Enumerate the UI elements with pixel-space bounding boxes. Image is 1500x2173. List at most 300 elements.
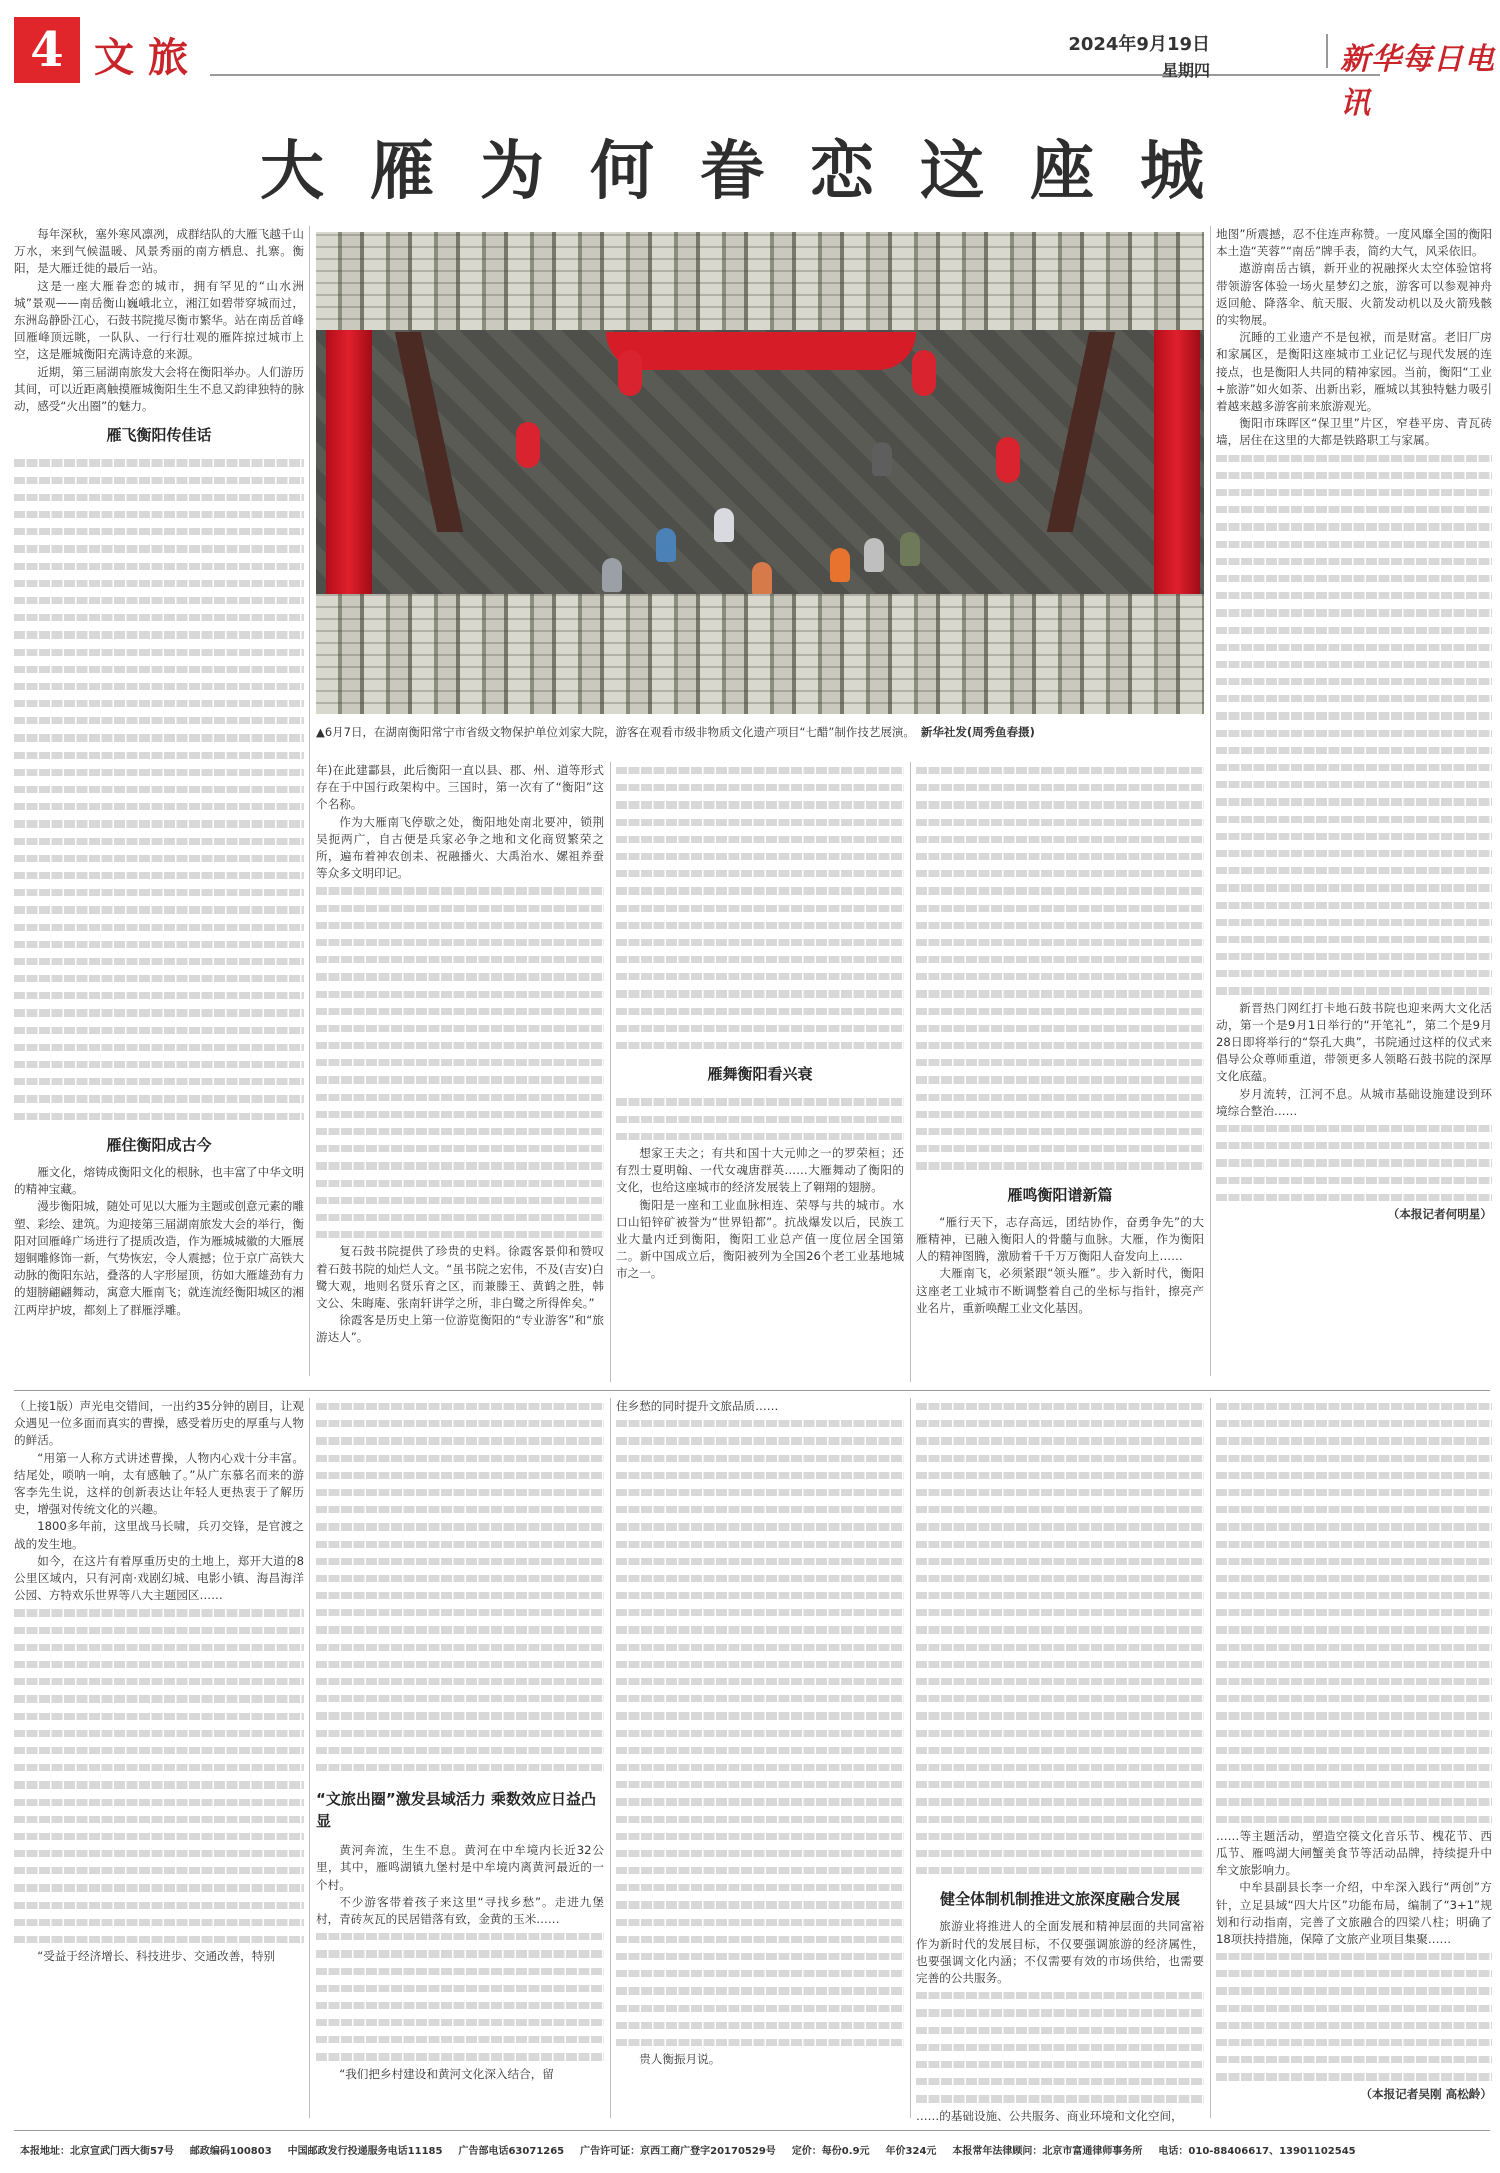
masthead-divider — [1326, 34, 1328, 68]
subheading: 雁舞衡阳看兴衰 — [707, 1065, 813, 1084]
text-line — [316, 1945, 604, 1962]
text-line — [616, 1020, 904, 1037]
text-line — [316, 1963, 604, 1980]
text-line — [916, 2090, 1204, 2107]
text-line — [616, 1793, 904, 1810]
subheading: 健全体制机制推进文旅深度融合发展 — [939, 1890, 1180, 1909]
text-line — [14, 815, 304, 832]
text-line — [916, 779, 1204, 796]
text-line — [316, 986, 604, 1003]
text-line — [916, 1987, 1204, 2004]
text-line — [14, 970, 304, 987]
footer-legal-counsel: 本报常年法律顾问：北京市富通律师事务所 — [952, 2146, 1143, 2157]
text-line — [616, 985, 904, 1002]
text-line — [916, 848, 1204, 865]
text-line — [1216, 1948, 1492, 1965]
text-line — [316, 1175, 604, 1192]
text-line — [916, 1398, 1204, 1415]
article-column-2 — [316, 762, 604, 1382]
text-line — [316, 968, 604, 985]
lantern-icon — [996, 437, 1020, 483]
paragraph: 遨游南岳古镇，新开业的祝融探火太空体验馆将带领游客体验一场火星梦幻之旅，游客可以参观神舟返回舱、降落伞、航天服、火箭发动机以及火箭残骸的实物展。 — [1216, 261, 1492, 328]
text-line — [14, 695, 304, 712]
person-figure — [656, 528, 676, 562]
text-line — [616, 882, 904, 899]
text-line — [14, 1879, 304, 1896]
text-line — [916, 1811, 1204, 1828]
text-line — [916, 1157, 1204, 1174]
footer-annual-price: 年价324元 — [885, 2146, 937, 2157]
text-line — [916, 882, 1204, 899]
subheading: 雁飞衡阳传佳话 — [106, 426, 212, 445]
text-line — [14, 729, 304, 746]
paragraph: 衡阳是一座和工业血脉相连、荣辱与共的城市。水口山铅锌矿被誉为“世界铅都”。抗战爆发以后，民族工业大量内迁到衡阳，衡阳工业总产值一度位居全国第二。新中国成立后，衡阳被列为全国26个老工业基地城市之一。 — [616, 1197, 904, 1281]
footer-price: 定价：每份0.9元 — [791, 2146, 870, 2157]
text-line — [616, 796, 904, 813]
text-line — [14, 919, 304, 936]
text-line — [1216, 1811, 1492, 1828]
text-line — [616, 848, 904, 865]
text-line — [916, 917, 1204, 934]
text-line — [1216, 914, 1492, 931]
subheading: 雁住衡阳成古今 — [106, 1135, 212, 1154]
text-line — [616, 1570, 904, 1587]
text-line — [916, 1776, 1204, 1793]
text-line — [916, 1725, 1204, 1742]
text-line — [14, 1022, 304, 1039]
text-line — [616, 917, 904, 934]
paragraph: 大雁南飞，必须紧跟“领头雁”。步入新时代，衡阳这座老工业城市不断调整着自己的坐标与指针，擦亮产业名片，重新唤醒工业文化基因。 — [916, 1266, 1204, 1315]
text-line — [316, 1106, 604, 1123]
text-line — [1216, 965, 1492, 982]
text-line — [916, 900, 1204, 917]
article-column-5 — [1216, 226, 1492, 1376]
text-line — [1216, 982, 1492, 999]
text-line — [616, 1432, 904, 1449]
lower-column-4 — [916, 1398, 1204, 2123]
text-line — [14, 1914, 304, 1931]
paragraph: 住乡愁的同时提升文旅品质…… — [616, 1399, 779, 1413]
column-divider — [610, 1398, 611, 2118]
text-line — [916, 1742, 1204, 1759]
text-line — [916, 1553, 1204, 1570]
paragraph: “我们把乡村建设和黄河文化深入结合，留 — [339, 2066, 554, 2081]
article-column-3 — [616, 762, 904, 1382]
text-line — [1216, 1742, 1492, 1759]
text-line — [14, 1931, 304, 1948]
photo-curtain-right — [1154, 330, 1200, 600]
text-line — [1216, 1965, 1492, 1982]
text-line — [916, 814, 1204, 831]
paragraph: 年)在此建酃县，此后衡阳一直以县、郡、州、道等形式存在于中国行政架构中。三国时，第一次有了“衡阳”这个名称。 — [316, 763, 604, 812]
issue-date: 2024年9月19日 — [1068, 34, 1210, 55]
text-line — [916, 1707, 1204, 1724]
text-line — [916, 2073, 1204, 2090]
text-line — [14, 540, 304, 557]
text-line — [14, 1090, 304, 1107]
text-line — [316, 1587, 604, 1604]
byline: （本报记者吴刚 高松龄） — [1360, 2086, 1492, 2101]
page-number-badge: 4 — [14, 17, 80, 83]
text-line — [14, 987, 304, 1004]
text-line — [616, 814, 904, 831]
text-line — [1216, 2068, 1492, 2085]
paragraph: 漫步衡阳城，随处可见以大雁为主题或创意元素的雕塑、彩绘、建筑。为迎接第三届湖南旅发大会的举行，衡阳对回雁峰广场进行了提质改造，作为雁城城徽的大雁展翅铜雕修饰一新，气势恢宏，令人震撼；位于京广高铁大动脉的衡阳东站，叠落的人字形屋顶，彷如大雁雄劲有力的翅膀翩翩舞动，寓意大雁南飞；就连流经衡阳城区的湘江两岸护坡，都刻上了群雁浮雕。 — [14, 1199, 304, 1317]
issue-weekday: 星期四 — [1161, 61, 1210, 80]
text-line — [14, 833, 304, 850]
text-line — [616, 1604, 904, 1621]
text-line — [616, 1776, 904, 1793]
text-line — [316, 1209, 604, 1226]
text-line — [14, 1811, 304, 1828]
newspaper-logo: 新华每日电讯 — [1340, 42, 1495, 121]
text-line — [916, 1690, 1204, 1707]
article-separator — [14, 1390, 1490, 1391]
person-figure — [602, 558, 622, 592]
text-line — [1216, 2000, 1492, 2017]
text-line — [14, 1673, 304, 1690]
text-line — [316, 1123, 604, 1140]
column-divider — [910, 1398, 911, 2118]
lantern-icon — [516, 422, 540, 468]
text-line — [14, 1604, 304, 1621]
text-line — [1216, 2034, 1492, 2051]
text-line — [1216, 467, 1492, 484]
text-line — [616, 1896, 904, 1913]
text-line — [616, 1415, 904, 1432]
text-line — [1216, 862, 1492, 879]
person-figure — [872, 442, 892, 476]
text-line — [916, 1621, 1204, 1638]
text-line — [916, 2056, 1204, 2073]
column-divider — [309, 1398, 310, 2118]
text-line — [616, 951, 904, 968]
text-line — [916, 762, 1204, 779]
text-line — [916, 1450, 1204, 1467]
subheading: “文旅出圈”激发县域活力 乘数效应日益凸显 — [316, 1790, 596, 1831]
text-line — [1216, 845, 1492, 862]
photo-credit: 新华社发(周秀鱼春摄) — [920, 725, 1035, 739]
text-line — [316, 1621, 604, 1638]
paragraph: 复石鼓书院提供了珍贵的史料。徐霞客景仰和赞叹着石鼓书院的灿烂人文。“虽书院之宏伟，不及(吉安)白鹭大观，地则名贤乐育之区，而兼滕王、黄鹤之胜，韩文公、朱晦庵、张南轩讲学之所，非白鹭之所得侔矣。” — [316, 1244, 604, 1310]
text-line — [316, 1725, 604, 1742]
text-line — [616, 1587, 904, 1604]
text-line — [1216, 793, 1492, 810]
text-line — [916, 1845, 1204, 1862]
text-line — [14, 472, 304, 489]
text-line — [916, 2039, 1204, 2056]
text-line — [316, 1157, 604, 1174]
text-line — [916, 1089, 1204, 1106]
text-line — [616, 934, 904, 951]
text-line — [316, 917, 604, 934]
text-line — [1216, 1553, 1492, 1570]
lantern-icon — [912, 350, 936, 396]
text-line — [1216, 1690, 1492, 1707]
text-line — [616, 1725, 904, 1742]
column-divider — [1210, 1398, 1211, 2118]
text-line — [14, 1828, 304, 1845]
text-line — [14, 712, 304, 729]
text-line — [1216, 1536, 1492, 1553]
text-line — [316, 1997, 604, 2014]
paragraph: “用第一人称方式讲述曹操，人物内心戏十分丰富。结尾处，唢呐一响，太有感触了。”从广东慕名而来的游客李先生说，这样的创新表达让年轻人更热衷于了解历史，增强对传统文化的兴趣。 — [14, 1450, 304, 1517]
text-line — [316, 1037, 604, 1054]
text-line — [1216, 1189, 1492, 1206]
text-line — [616, 968, 904, 985]
paragraph: 黄河奔流，生生不息。黄河在中牟境内长近32公里，其中，雁鸣湖镇九堡村是中牟境内离黄河最近的一个村。 — [316, 1843, 604, 1892]
text-line — [1216, 2051, 1492, 2068]
paragraph: 如今，在这片有着厚重历史的土地上，郑开大道的8公里区域内，只有河南·戏剧幻城、电影小镇、海昌海洋公园、方特欢乐世界等八大主题园区…… — [14, 1553, 304, 1603]
text-line — [1216, 725, 1492, 742]
paragraph: 这是一座大雁眷恋的城市，拥有罕见的“山水洲城”景观——南岳衡山巍峨北立，湘江如碧带穿城而过，东洲岛静卧江心，石鼓书院揽尽衡市繁华。站在南岳首峰回雁峰顶远眺，一队队、一行行壮观的雁阵掠过城市上空，这是雁城衡阳充满诗意的来源。 — [14, 278, 304, 362]
text-line — [14, 781, 304, 798]
text-line — [1216, 1518, 1492, 1535]
paragraph: 旅游业将推进人的全面发展和精神层面的共同富裕作为新时代的发展目标，不仅要强调旅游的经济属性，也要强调文化内涵；不仅需要有效的市场供给，也需要完善的公共服务。 — [916, 1919, 1204, 1986]
text-line — [916, 831, 1204, 848]
text-line — [916, 1673, 1204, 1690]
column-divider — [610, 762, 611, 1382]
text-line — [916, 1432, 1204, 1449]
paragraph: “雁行天下，志存高远，团结协作，奋勇争先”的大雁精神，已融入衡阳人的骨髓与血脉。大雁，作为衡阳人的精神图腾，激励着千千万万衡阳人奋发向上…… — [916, 1214, 1204, 1264]
person-figure — [752, 562, 772, 596]
text-line — [316, 1673, 604, 1690]
text-line — [616, 1931, 904, 1948]
text-line — [1216, 1604, 1492, 1621]
text-line — [316, 1089, 604, 1106]
text-line — [916, 1071, 1204, 1088]
text-line — [1216, 536, 1492, 553]
paragraph: 衡阳市珠晖区“保卫里”片区，窄巷平房、青瓦砖墙，居住在这里的大都是铁路职工与家属。 — [1216, 416, 1492, 448]
paragraph: ……的基础设施、公共服务、商业环境和文化空间， — [916, 2108, 1183, 2123]
text-line — [316, 934, 604, 951]
paragraph: 每年深秋，塞外寒风凛冽，成群结队的大雁飞越千山万水，来到气候温暖、风景秀丽的南方栖息、扎寨。衡阳，是大雁迁徙的最后一站。 — [14, 227, 304, 276]
text-line — [916, 1656, 1204, 1673]
text-line — [14, 626, 304, 643]
text-line — [316, 882, 604, 899]
text-line — [316, 1536, 604, 1553]
text-line — [316, 1553, 604, 1570]
paragraph: 作为大雁南飞停歇之处，衡阳地处南北要冲，锁荆吴扼两广，自古便是兵家必争之地和文化商贸繁荣之所，遍布着神农创耒、祝融播火、大禹治水、嫘祖养蚕等众多文明印记。 — [316, 814, 604, 881]
text-line — [916, 1587, 1204, 1604]
text-line — [616, 762, 904, 779]
text-line — [616, 1128, 904, 1145]
footer-postcode: 邮政编码100803 — [189, 2146, 272, 2157]
text-line — [916, 1536, 1204, 1553]
text-line — [316, 1192, 604, 1209]
text-line — [1216, 879, 1492, 896]
text-line — [916, 1501, 1204, 1518]
paragraph: 新晋热门网红打卡地石鼓书院也迎来两大文化活动，第一个是9月1日举行的“开笔礼”，第二个是9月28日即将举行的“祭孔大典”，书院通过这样的仪式来倡导公众尊师重道，带领更多人领略石鼓书院的深厚文化底蕴。 — [1216, 1000, 1492, 1084]
text-line — [916, 1639, 1204, 1656]
text-line — [1216, 2017, 1492, 2034]
text-line — [916, 1604, 1204, 1621]
text-line — [616, 1759, 904, 1776]
article-column-4 — [916, 762, 1204, 1382]
lower-column-2 — [316, 1398, 604, 2118]
text-line — [916, 951, 1204, 968]
text-line — [916, 934, 1204, 951]
caption-text: ▲6月7日，在湖南衡阳常宁市省级文物保护单位刘家大院，游客在观看市级非物质文化遗产项目“七醋”制作技艺展演。 — [316, 725, 915, 739]
text-line — [1216, 742, 1492, 759]
text-line — [1216, 1656, 1492, 1673]
photo-roof-top — [316, 232, 1204, 330]
text-line — [916, 796, 1204, 813]
text-line — [616, 1003, 904, 1020]
text-line — [14, 1690, 304, 1707]
text-line — [1216, 811, 1492, 828]
text-line — [316, 1003, 604, 1020]
text-line — [616, 1707, 904, 1724]
text-line — [316, 1467, 604, 1484]
text-line — [616, 1111, 904, 1128]
footer-address: 本报地址：北京宣武门西大街57号 — [20, 2146, 174, 2157]
text-line — [1216, 1137, 1492, 1154]
text-line — [1216, 1467, 1492, 1484]
text-line — [14, 1708, 304, 1725]
text-line — [14, 764, 304, 781]
text-line — [14, 867, 304, 884]
paragraph: ……等主题活动，塑造空篌文化音乐节、槐花节、西瓜节、雁鸣湖大闸蟹美食节等活动品牌，持续提升中牟文旅影响力。 — [1216, 1828, 1492, 1878]
text-line — [316, 1604, 604, 1621]
text-line — [616, 1879, 904, 1896]
section-title: 文旅 — [94, 34, 202, 81]
text-line — [14, 747, 304, 764]
text-line — [316, 2014, 604, 2031]
text-line — [14, 798, 304, 815]
text-line — [916, 1793, 1204, 1810]
text-line — [316, 2048, 604, 2065]
text-line — [14, 575, 304, 592]
text-line — [316, 1656, 604, 1673]
text-line — [14, 489, 304, 506]
text-line — [1216, 1639, 1492, 1656]
footer-ad-license: 广告许可证：京西工商广登字20170529号 — [580, 2146, 776, 2157]
text-line — [916, 1570, 1204, 1587]
paragraph: 地图”所震撼，忍不住连声称赞。一度风靡全国的衡阳本土造“芙蓉”“南岳”牌手表，简约大气，风采依旧。 — [1216, 227, 1492, 259]
text-line — [1216, 948, 1492, 965]
photo-curtain-left — [326, 330, 372, 600]
text-line — [1216, 931, 1492, 948]
text-line — [1216, 1587, 1492, 1604]
text-line — [916, 865, 1204, 882]
text-line — [14, 1656, 304, 1673]
text-line — [916, 1106, 1204, 1123]
text-line — [616, 1553, 904, 1570]
text-line — [616, 865, 904, 882]
text-line — [14, 1622, 304, 1639]
text-line — [616, 1948, 904, 1965]
text-line — [14, 1108, 304, 1125]
text-line — [916, 1467, 1204, 1484]
column-divider — [309, 226, 310, 1376]
text-line — [14, 1776, 304, 1793]
text-line — [1216, 656, 1492, 673]
text-line — [616, 1484, 904, 1501]
text-line — [616, 831, 904, 848]
text-line — [1216, 1725, 1492, 1742]
text-line — [316, 1980, 604, 1997]
text-line — [316, 1071, 604, 1088]
text-line — [1216, 450, 1492, 467]
text-line — [616, 1828, 904, 1845]
text-line — [616, 2000, 904, 2017]
text-line — [616, 1621, 904, 1638]
text-line — [916, 1862, 1204, 1879]
text-line — [1216, 1484, 1492, 1501]
text-line — [1216, 1154, 1492, 1171]
text-line — [916, 1140, 1204, 1157]
text-line — [14, 1039, 304, 1056]
text-line — [14, 1639, 304, 1656]
text-line — [14, 953, 304, 970]
text-line — [1216, 1172, 1492, 1189]
text-line — [316, 1570, 604, 1587]
text-line — [616, 779, 904, 796]
lower-column-5 — [1216, 1398, 1492, 2118]
text-line — [1216, 604, 1492, 621]
text-line — [616, 1467, 904, 1484]
text-line — [316, 1501, 604, 1518]
text-line — [1216, 1707, 1492, 1724]
text-line — [316, 1398, 604, 1415]
text-line — [1216, 759, 1492, 776]
text-line — [1216, 1570, 1492, 1587]
text-line — [14, 1056, 304, 1073]
column-divider — [1210, 226, 1211, 1376]
text-line — [1216, 673, 1492, 690]
text-line — [14, 1794, 304, 1811]
paragraph: 沉睡的工业遗产不是包袱，而是财富。老旧厂房和家属区，是衡阳这座城市工业记忆与现代发展的连接点，也是衡阳人共同的精神家园。当前，衡阳“工业+旅游”如火如荼、出新出彩，雁城以其独特魅力吸引着越来越多游客前来旅游观光。 — [1216, 330, 1492, 414]
text-line — [14, 901, 304, 918]
text-line — [316, 1707, 604, 1724]
text-line — [316, 2031, 604, 2048]
text-line — [14, 644, 304, 661]
text-line — [916, 1828, 1204, 1845]
footer-contact-phone: 电话：010-88406617、13901102545 — [1158, 2146, 1356, 2157]
text-line — [1216, 1982, 1492, 1999]
column-divider — [910, 762, 911, 1382]
lower-column-3 — [616, 1398, 904, 2118]
text-line — [14, 850, 304, 867]
text-line — [1216, 690, 1492, 707]
text-line — [616, 1536, 904, 1553]
text-line — [1216, 622, 1492, 639]
text-line — [14, 936, 304, 953]
text-line — [1216, 1621, 1492, 1638]
footer-info — [20, 2142, 1480, 2157]
text-line — [916, 1759, 1204, 1776]
text-line — [1216, 587, 1492, 604]
byline: （本报记者何明星） — [1387, 1207, 1492, 1221]
text-line — [916, 1123, 1204, 1140]
text-line — [316, 1759, 604, 1776]
text-line — [316, 1639, 604, 1656]
text-line — [1216, 501, 1492, 518]
text-line — [14, 661, 304, 678]
text-line — [14, 1897, 304, 1914]
text-line — [916, 1003, 1204, 1020]
paragraph: 雁文化，熔铸成衡阳文化的根脉，也丰富了中华文明的精神宝藏。 — [14, 1164, 304, 1197]
paragraph: “受益于经济增长、科技进步、交通改善，特别 — [37, 1949, 276, 1964]
text-line — [14, 523, 304, 540]
text-line — [14, 454, 304, 471]
person-figure — [714, 508, 734, 542]
text-line — [14, 1725, 304, 1742]
paragraph: 徐霞客是历史上第一位游览衡阳的“专业游客”和“旅游达人”。 — [316, 1313, 604, 1345]
text-line — [916, 2004, 1204, 2021]
text-line — [316, 1742, 604, 1759]
